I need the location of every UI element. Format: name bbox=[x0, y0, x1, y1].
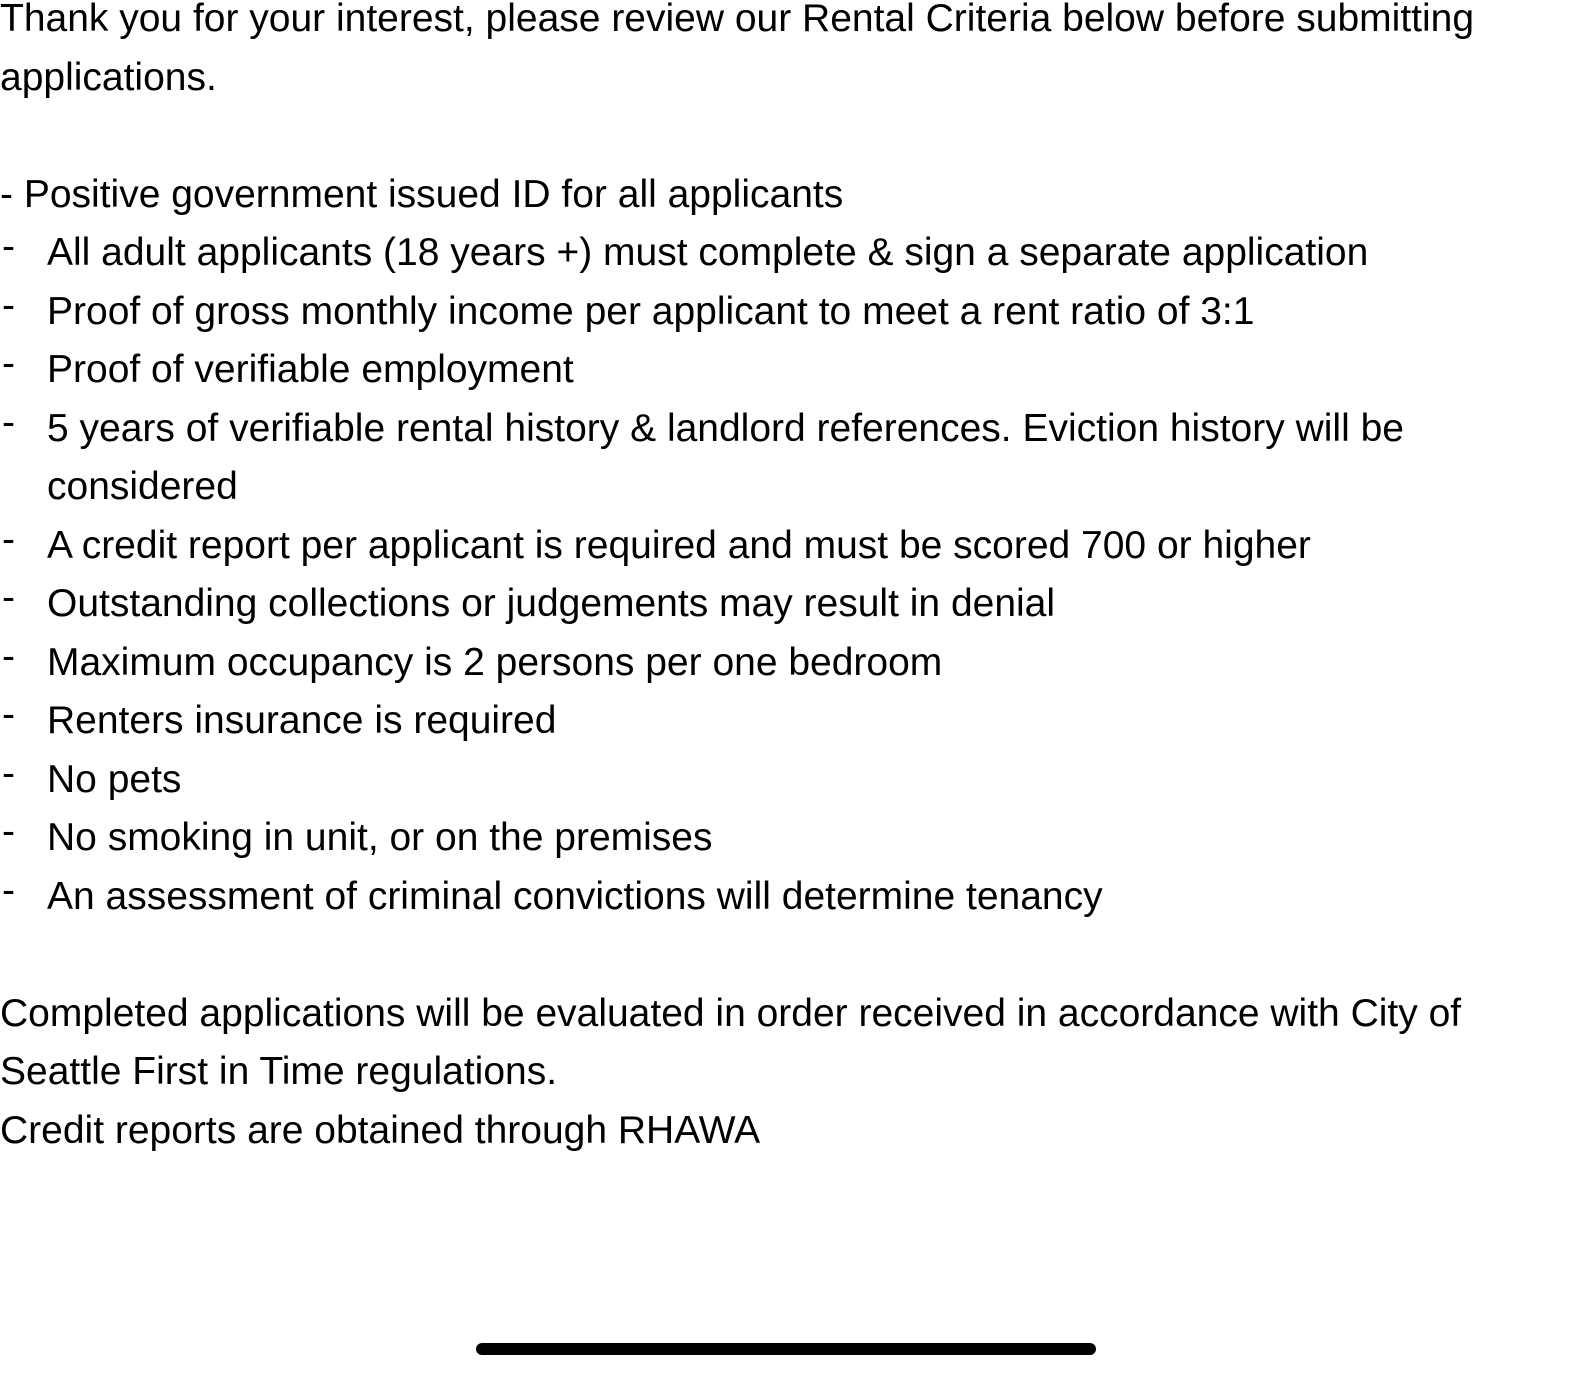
home-indicator-bar[interactable] bbox=[476, 1343, 1096, 1355]
criteria-item-text: 5 years of verifiable rental history & landlord references. Eviction history will be considered bbox=[47, 406, 1404, 508]
criteria-item bbox=[0, 283, 1585, 342]
bullet-dash: - bbox=[2, 868, 15, 912]
criteria-item bbox=[0, 692, 1585, 751]
criteria-item-text: Maximum occupancy is 2 persons per one bedroom bbox=[47, 640, 943, 684]
credit-report-note: Credit reports are obtained through RHAWA bbox=[0, 1108, 761, 1152]
criteria-item bbox=[0, 868, 1585, 927]
criteria-item-id: - Positive government issued ID for all applicants bbox=[0, 172, 844, 216]
bullet-dash: - bbox=[2, 576, 15, 619]
bullet-dash: - bbox=[2, 810, 15, 853]
bullet-dash: - bbox=[2, 283, 15, 327]
bullet-dash: - bbox=[2, 693, 15, 736]
criteria-item-text: All adult applicants (18 years +) must complete & sign a separate application bbox=[47, 231, 1369, 274]
criteria-item-text: A credit report per applicant is required and must be scored 700 or higher bbox=[47, 523, 1311, 567]
bullet-dash: - bbox=[2, 751, 15, 795]
bullet-dash: - bbox=[2, 400, 15, 444]
criteria-item bbox=[0, 634, 1585, 693]
criteria-item-text: Outstanding collections or judgements may result in denial bbox=[47, 582, 1056, 625]
intro-paragraph: Thank you for your interest, please review our Rental Criteria below before submitting applications. bbox=[0, 0, 1475, 99]
criteria-item-text: Renters insurance is required bbox=[47, 699, 557, 742]
bullet-dash: - bbox=[2, 517, 15, 561]
criteria-item bbox=[0, 575, 1585, 634]
criteria-item bbox=[0, 809, 1585, 868]
criteria-list bbox=[0, 224, 1585, 926]
bullet-dash: - bbox=[2, 342, 15, 385]
criteria-item-text: No smoking in unit, or on the premises bbox=[47, 816, 713, 859]
bullet-dash: - bbox=[2, 225, 15, 268]
criteria-item bbox=[0, 224, 1585, 283]
closing-paragraph: Completed applications will be evaluated in order received in accordance with City of Seattle First in Time regulations. bbox=[0, 991, 1462, 1093]
criteria-item-text: No pets bbox=[47, 757, 182, 801]
criteria-item bbox=[0, 751, 1585, 810]
criteria-item bbox=[0, 400, 1585, 517]
criteria-item bbox=[0, 517, 1585, 576]
criteria-item bbox=[0, 341, 1585, 400]
criteria-item-text: An assessment of criminal convictions will determine tenancy bbox=[47, 874, 1103, 918]
criteria-item-text: Proof of gross monthly income per applicant to meet a rent ratio of 3:1 bbox=[47, 289, 1255, 333]
criteria-item-text: Proof of verifiable employment bbox=[47, 348, 574, 391]
bullet-dash: - bbox=[2, 634, 15, 678]
